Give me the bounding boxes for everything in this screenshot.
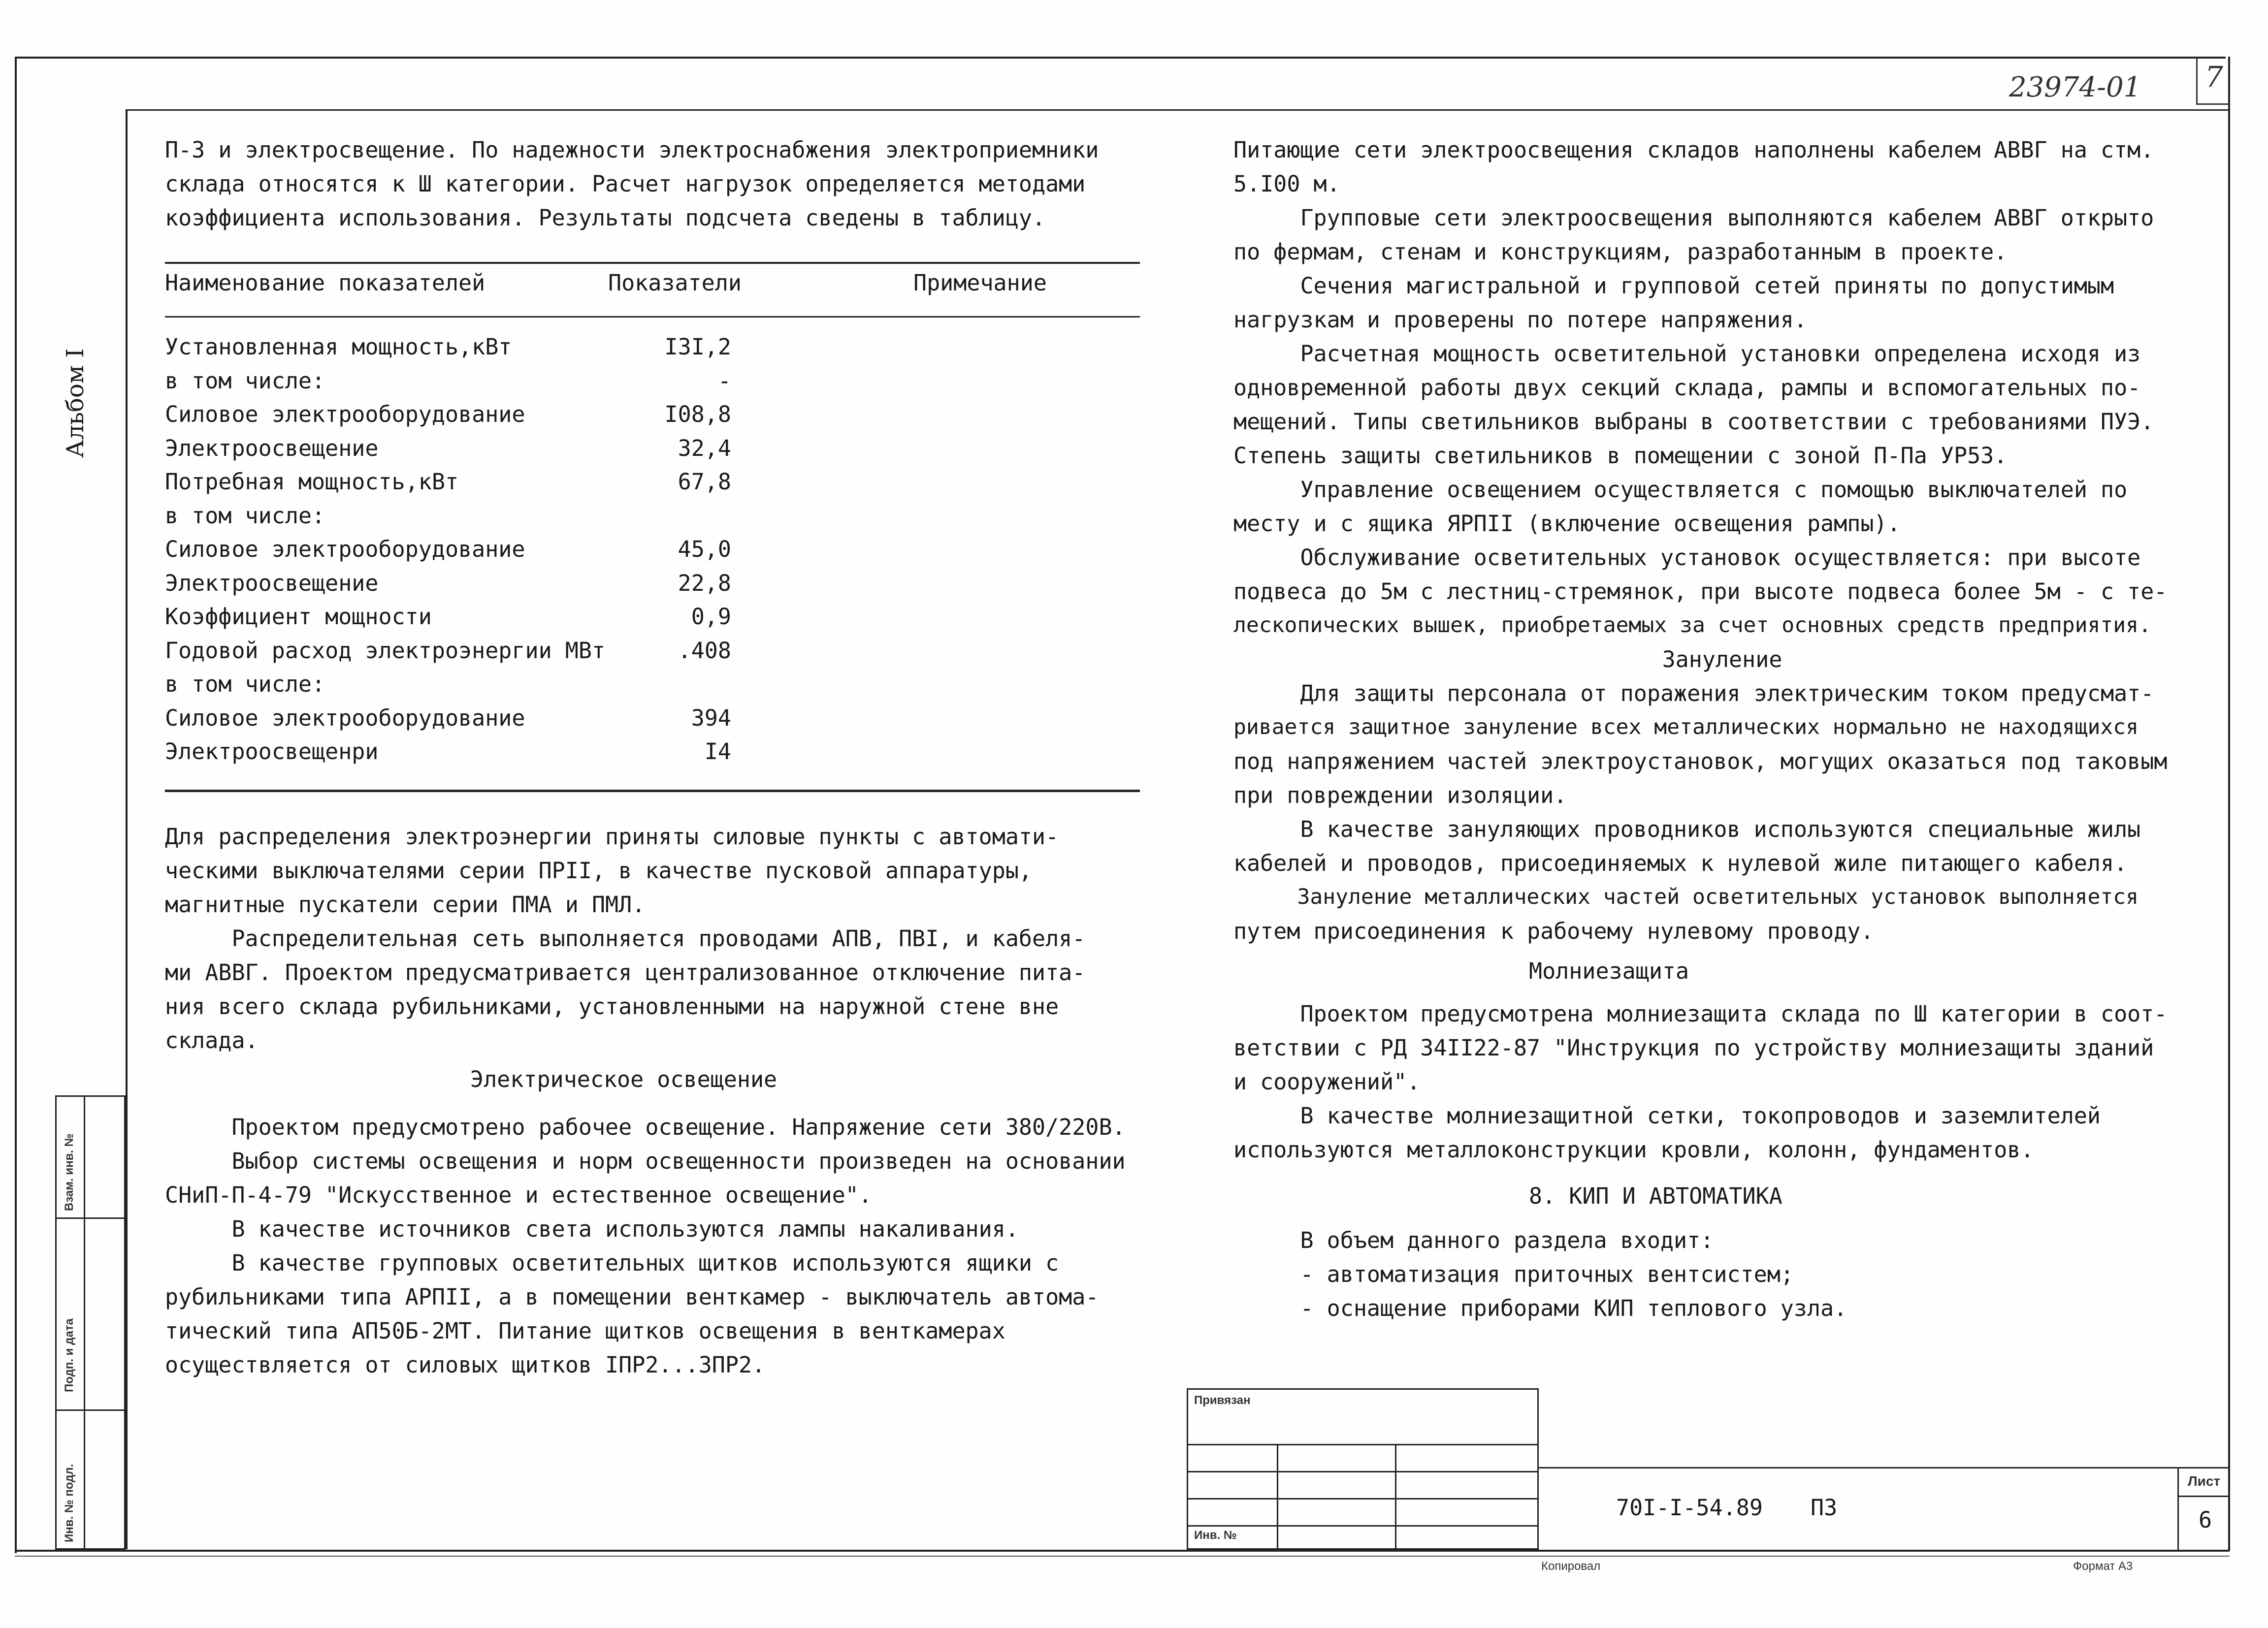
table-cell-name: Электроосвещение [165, 570, 379, 596]
binding-box-sep-1 [57, 1217, 124, 1219]
frame-inner-left [126, 109, 128, 1549]
text-line: - оснащение приборами КИП теплового узла. [1233, 1295, 1847, 1321]
text-line: Проектом предусмотрена молниезащита склада по Ш категории в соот- [1233, 1001, 2168, 1027]
table-row [165, 330, 1150, 364]
text-line: Выбор системы освещения и норм освещенности произведен на основании [165, 1148, 1126, 1174]
text-line: - автоматизация приточных вентсистем; [1233, 1261, 1794, 1287]
text-line: склада. [165, 1027, 259, 1053]
text-line: магнитные пускатели серии ПМА и ПМЛ. [165, 892, 646, 918]
left-after-table [165, 820, 1085, 1057]
table-cell-name: Коэффициент мощности [165, 604, 432, 630]
stamp-col-line [1277, 1444, 1278, 1550]
stamp-sheet-cell [2177, 1468, 2230, 1551]
table-row [165, 734, 1150, 768]
table-row [165, 634, 1150, 668]
table-cell-name: в том числе: [165, 367, 325, 394]
stamp-row-line [1188, 1498, 1537, 1500]
text-line: ривается защитное зануление всех металлических нормально не находящихся [1233, 715, 2139, 739]
table-cell-name: Электроосвещение [165, 435, 379, 461]
frame-left [15, 57, 17, 1553]
stamp-row-line [1188, 1471, 1537, 1472]
table-cell-value: 32,4 [678, 435, 731, 461]
table-cell-name: в том числе: [165, 502, 325, 529]
text-line: по фермам, стенам и конструкциям, разработанным в проекте. [1233, 239, 2008, 265]
table-cell-name: Годовой расход электроэнергии МВт [165, 637, 606, 664]
table-header-note: Примечание [913, 270, 1047, 296]
table-cell-value: - [717, 367, 731, 394]
table-row [165, 532, 1150, 566]
right-kip [1233, 1223, 1847, 1325]
text-line: ния всего склада рубильниками, установленными на наружной стене вне [165, 993, 1059, 1020]
table-rule-top [165, 262, 1140, 264]
text-line: 5.I00 м. [1233, 171, 1340, 197]
binding-box-label-3: Инв. № подл. [63, 1464, 76, 1542]
text-line: подвеса до 5м с лестниц-стремянок, при высоте подвеса более 5м - с те- [1233, 578, 2168, 605]
table-cell-value: 394 [691, 704, 731, 731]
text-line: Распределительная сеть выполняется проводами АПВ, ПВI, и кабеля- [165, 926, 1086, 952]
stamp-row-line [1188, 1525, 1537, 1527]
table-header-row [165, 266, 1150, 300]
stamp-document-code: 70I-I-54.89 [1616, 1495, 1763, 1521]
table-row [165, 465, 1150, 499]
text-line: мещений. Типы светильников выбраны в соответствии с требованиями ПУЭ. [1233, 409, 2154, 435]
text-line: коэффициента использования. Результаты подсчета сведены в таблицу. [165, 205, 1046, 231]
table-cell-value: I08,8 [664, 401, 731, 427]
text-line: Расчетная мощность осветительной установки определена исходя из [1233, 341, 2141, 367]
text-line: рубильниками типа АРПII, а в помещении венткамер - выключатель автома- [165, 1284, 1099, 1310]
text-line: Групповые сети электроосвещения выполняются кабелем АВВГ открыто [1233, 205, 2154, 231]
binding-box-sep-2 [57, 1409, 124, 1411]
stamp-main-block [1537, 1467, 2228, 1550]
table-cell-name: Силовое электрооборудование [165, 704, 525, 731]
table-cell-name: Электроосвещенри [165, 738, 379, 765]
table-row [165, 499, 1150, 533]
binding-box-divider [84, 1097, 85, 1548]
text-line: Для защиты персонала от поражения электрическим током предусмат- [1233, 680, 2154, 706]
table-cell-value: I3I,2 [664, 334, 731, 360]
text-line: ческими выключателями серии ПРII, в качестве пусковой аппаратуры, [165, 858, 1032, 884]
table-cell-value: 45,0 [678, 536, 731, 562]
table-header-name: Наименование показателей [165, 270, 486, 296]
stamp-privyazan-label: Привязан [1194, 1394, 1251, 1407]
frame-bottom [15, 1550, 2230, 1552]
table-cell-value: 22,8 [678, 570, 731, 596]
text-line: нагрузкам и проверены по потере напряжения. [1233, 307, 1807, 333]
binding-box-label-2: Подп. и дата [63, 1318, 76, 1392]
text-line: осуществляется от силовых щитков IПР2...3ПР2. [165, 1352, 766, 1378]
stamp-row-line [1188, 1444, 1537, 1445]
right-lightning [1233, 997, 2167, 1167]
table-cell-name: в том числе: [165, 671, 325, 697]
text-line: тический типа АП50Б-2МТ. Питание щитков освещения в венткамерах [165, 1318, 1005, 1344]
stamp-col-line [1395, 1444, 1396, 1550]
text-line: при повреждении изоляции. [1233, 782, 1567, 808]
text-line: Управление освещением осуществляется с помощью выключателей по [1233, 477, 2128, 503]
table-row [165, 566, 1150, 600]
text-line: одновременной работы двух секций склада, рампы и вспомогательных по- [1233, 375, 2141, 401]
text-line: кабелей и проводов, присоединяемых к нулевой жиле питающего кабеля. [1233, 850, 2128, 876]
binding-box [55, 1095, 126, 1550]
heading-lightning-protection: Молниезащита [1529, 958, 1689, 984]
text-line: под напряжением частей электроустановок, могущих оказаться под таковым [1233, 748, 2168, 774]
binding-box-label-1: Взам. инв. № [63, 1133, 76, 1211]
text-line: Степень защиты светильников в помещении с зоной П-Па УР53. [1233, 443, 2008, 469]
frame-top [15, 57, 2226, 59]
text-line: Зануление металлических частей осветительных установок выполняется [1233, 885, 2139, 909]
footer-format: Формат А3 [2073, 1560, 2133, 1573]
table-cell-value: 67,8 [678, 469, 731, 495]
table-cell-name: Установленная мощность,кВт [165, 334, 512, 360]
table-cell-value: 0,9 [691, 604, 731, 630]
text-line: Питающие сети электроосвещения складов наполнены кабелем АВВГ на стм. [1233, 137, 2154, 163]
frame-inner-top [126, 109, 2228, 111]
text-line: лескопических вышек, приобретаемых за счет основных средств предприятия. [1233, 613, 2151, 638]
table-cell-value: .408 [678, 637, 731, 664]
text-line: ми АВВГ. Проектом предусматривается централизованное отключение пита- [165, 959, 1086, 986]
left-intro [165, 133, 1099, 235]
stamp-sheet-number: 6 [2199, 1507, 2212, 1533]
stamp-sheet-divider [2179, 1496, 2230, 1497]
frame-right [2228, 57, 2230, 1551]
album-label: Альбом I [62, 348, 89, 458]
table-cell-name: Силовое электрооборудование [165, 401, 525, 427]
right-power-supply [1233, 133, 2211, 948]
text-line: Обслуживание осветительных установок осуществляется: при высоте [1233, 544, 2141, 571]
text-line: В качестве групповых осветительных щитков используются ящики с [165, 1250, 1059, 1276]
stamp-binding-block [1187, 1388, 1539, 1550]
stamp-inv-label: Инв. № [1194, 1529, 1237, 1542]
text-line: Для распределения электроэнергии приняты силовые пункты с автомати- [165, 824, 1059, 850]
heading-kip-automation: 8. КИП И АВТОМАТИКА [1529, 1183, 1782, 1209]
text-line: ветствии с РД 34II22-87 "Инструкция по устройству молниезащиты зданий [1233, 1035, 2154, 1061]
text-line: склада относятся к Ш категории. Расчет нагрузок определяется методами [165, 171, 1086, 197]
table-header-value: Показатели [608, 270, 742, 296]
text-line: В качестве источников света используются лампы накаливания. [165, 1216, 1019, 1242]
doc-code: 23974-01 [2009, 71, 2141, 103]
text-line: В объем данного раздела входит: [1233, 1227, 1714, 1253]
stamp-section: ПЗ [1811, 1495, 1838, 1521]
text-line: используются металлоконструкции кровли, колонн, фундаментов. [1233, 1137, 2034, 1163]
frame-bottom-2 [15, 1556, 2230, 1557]
text-line: СНиП-П-4-79 "Искусственное и естественное освещение". [165, 1182, 872, 1208]
table-row [165, 600, 1150, 634]
heading-electric-lighting: Электрическое освещение [470, 1066, 778, 1092]
indicator-table [165, 266, 1140, 788]
table-cell-name: Потребная мощность,кВт [165, 469, 459, 495]
table-row [165, 397, 1150, 431]
table-cell-name: Силовое электрооборудование [165, 536, 525, 562]
text-line: месту и с ящика ЯРПII (включение освещения рампы). [1233, 511, 1901, 537]
table-cell-value: I4 [704, 738, 731, 765]
footer-copied-by: Копировал [1541, 1560, 1601, 1573]
left-lighting [165, 1110, 1126, 1382]
stamp-sheet-label: Лист [2188, 1473, 2221, 1489]
text-line: Проектом предусмотрено рабочее освещение. Напряжение сети 380/220В. [165, 1114, 1126, 1140]
text-line: В качестве зануляющих проводников используются специальные жилы [1233, 816, 2141, 842]
heading-grounding: Зануление [1662, 646, 1782, 672]
table-row [165, 667, 1150, 701]
table-rule-bottom [165, 790, 1140, 792]
table-row [165, 431, 1150, 465]
text-line: В качестве молниезащитной сетки, токопроводов и заземлителей [1233, 1103, 2101, 1129]
text-line: путем присоединения к рабочему нулевому проводу. [1233, 918, 1874, 944]
text-line: П-3 и электросвещение. По надежности электроснабжения электроприемники [165, 137, 1099, 163]
page-corner-number: 7 [2205, 60, 2223, 94]
text-line: и сооружений". [1233, 1069, 1421, 1095]
text-line: Сечения магистральной и групповой сетей приняты по допустимым [1233, 273, 2114, 299]
table-row [165, 701, 1150, 735]
table-row [165, 364, 1150, 398]
